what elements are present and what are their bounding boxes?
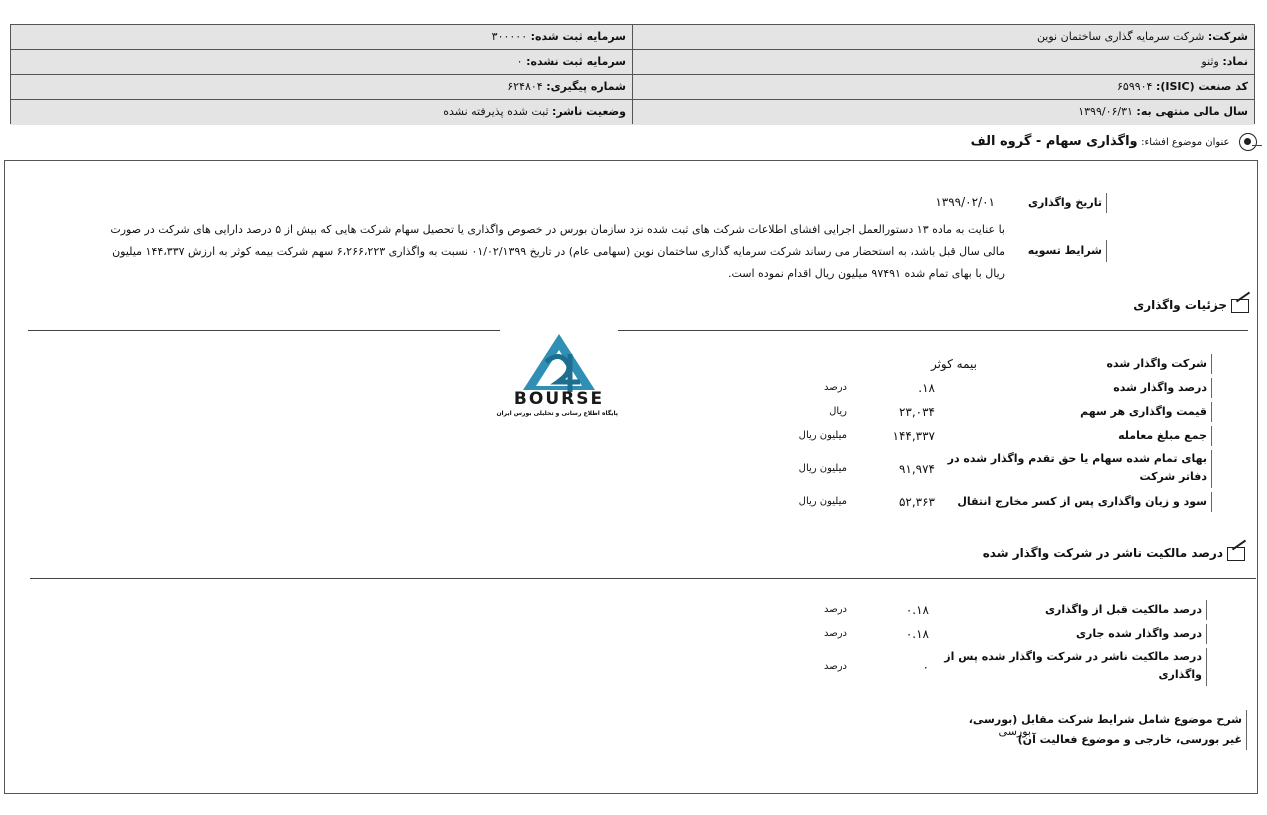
- status-value: ثبت شده پذیرفته نشده: [443, 105, 549, 118]
- detail-unit: ریال: [829, 406, 847, 417]
- status-label: وضعیت ناشر:: [552, 105, 626, 118]
- symbol-cell: [631, 50, 1254, 74]
- own-label-line: درصد مالکیت ناشر در شرکت واگذار شده پس از: [944, 650, 1202, 663]
- counterparty-label-line: شرح موضوع شامل شرایط شرکت مقابل (بورسی،: [968, 713, 1242, 726]
- target-icon: [1239, 133, 1257, 151]
- own-label: [979, 624, 1207, 644]
- own-value: ۰.۱۸: [905, 627, 929, 641]
- edit-icon: [1227, 547, 1245, 561]
- unregistered-capital-value: ۰: [516, 55, 523, 68]
- detail-value: ۱۴۴,۳۳۷: [892, 429, 935, 443]
- detail-label: [947, 450, 1212, 488]
- header-table: [10, 24, 1255, 124]
- own-label-line: درصد واگذار شده جاری: [1075, 627, 1202, 640]
- transfer-date-value: ۱۳۹۹/۰۲/۰۱: [935, 195, 995, 209]
- detail-label: [980, 426, 1212, 446]
- own-unit: درصد: [823, 604, 847, 615]
- subject-line: [971, 133, 1257, 151]
- tracking-label: شماره پیگیری:: [546, 80, 626, 93]
- subject-dash: [1252, 145, 1262, 146]
- status-cell: [11, 100, 633, 124]
- details-section-header: [1133, 298, 1249, 313]
- header-row: [11, 100, 1254, 125]
- own-value: ۰: [922, 660, 929, 674]
- detail-label-line: جمع مبلغ معامله: [1118, 429, 1207, 442]
- registered-capital-cell: [11, 25, 633, 49]
- details-title: جزئیات واگذاری: [1133, 298, 1227, 312]
- counterparty-label: [968, 710, 1247, 750]
- detail-unit: میلیون ریال: [798, 496, 847, 507]
- settlement-terms-line: ریال با بهای تمام شده ۹۷۴۹۱ میلیون ریال اقدام نموده است.: [727, 267, 1005, 280]
- detail-label-line: بهای تمام شده سهام یا حق تقدم واگذار شده در: [947, 452, 1207, 465]
- detail-label-line: سود و زیان واگذاری پس از کسر مخارج انتقال: [957, 495, 1207, 508]
- header-row: [11, 25, 1254, 50]
- divider: [28, 330, 500, 331]
- detail-label: [980, 354, 1212, 374]
- divider: [30, 578, 1256, 579]
- detail-label-line: دفاتر شرکت: [1139, 470, 1207, 483]
- tracking-value: ۶۲۴۸۰۴: [507, 80, 543, 93]
- own-label-line: درصد مالکیت قبل از واگذاری: [1044, 603, 1202, 616]
- detail-label: [957, 492, 1212, 512]
- detail-label-line: شرکت واگذار شده: [1106, 357, 1207, 370]
- own-label: [979, 600, 1207, 620]
- logo-caption: پایگاه اطلاع رسانی و تحلیلی بورس ایران: [496, 410, 618, 417]
- registered-capital-value: ۳۰۰۰۰۰: [491, 30, 528, 43]
- registered-capital-label: سرمایه ثبت شده:: [530, 30, 626, 43]
- settlement-terms-line: مالی سال قبل باشد، به استحضار می رساند شرکت سرمایه گذاری ساختمان نوین (سهامی عام) در تاریخ ۰۱/۰۲/۱۳۹۹ نسبت به واگذاری ۶،۲۶۶،۲۲۳ سهم شرکت بیمه کوثر به ارزش ۱۴۴،۳۳۷ میلیون: [112, 245, 1005, 258]
- bourse-logo: [496, 318, 618, 428]
- own-value: ۰.۱۸: [905, 603, 929, 617]
- transfer-date-label: تاریخ واگذاری: [1022, 193, 1107, 213]
- ownership-section-header: [983, 546, 1245, 561]
- symbol-value: وثنو: [1201, 55, 1219, 68]
- detail-value: ۲۳,۰۳۴: [898, 405, 935, 419]
- tracking-cell: [11, 75, 633, 99]
- detail-unit: درصد: [823, 382, 847, 393]
- isic-cell: [631, 75, 1254, 99]
- company-cell: [631, 25, 1254, 49]
- detail-value: بیمه کوثر: [930, 357, 977, 371]
- detail-value: ۱۸.: [918, 381, 935, 395]
- subject-title: واگذاری سهام - گروه الف: [970, 134, 1138, 149]
- symbol-label: نماد:: [1222, 55, 1248, 68]
- own-label: [944, 648, 1207, 686]
- settlement-terms-line: با عنایت به ماده ۱۳ دستورالعمل اجرایی افشای اطلاعات شرکت های ثبت شده نزد سازمان بورس در خصوص واگذاری یا تحصیل سهام شرکت هایی که بیش از ۵ درصد دارایی های شرکت در صورت: [110, 223, 1005, 236]
- detail-label-line: قیمت واگذاری هر سهم: [1080, 405, 1207, 418]
- header-row: [11, 50, 1254, 75]
- ownership-title: درصد مالکیت ناشر در شرکت واگذار شده: [982, 546, 1223, 560]
- isic-label: کد صنعت (ISIC):: [1155, 80, 1248, 93]
- unregistered-capital-cell: [11, 50, 633, 74]
- detail-unit: میلیون ریال: [798, 463, 847, 474]
- own-unit: درصد: [823, 661, 847, 672]
- detail-value: ۵۲,۳۶۳: [898, 495, 935, 509]
- company-label: شرکت:: [1207, 30, 1248, 43]
- counterparty-label-line: غیر بورسی، خارجی و موضوع فعالیت آن): [1017, 733, 1242, 746]
- unregistered-capital-label: سرمایه ثبت نشده:: [526, 55, 626, 68]
- detail-label: [980, 402, 1212, 422]
- own-label-line: واگذاری: [1158, 668, 1202, 681]
- isic-value: ۶۵۹۹۰۴: [1117, 80, 1153, 93]
- fiscal-label: سال مالی منتهی به:: [1136, 105, 1248, 118]
- detail-label-line: درصد واگذار شده: [1113, 381, 1207, 394]
- fiscal-value: ۱۳۹۹/۰۶/۳۱: [1078, 105, 1133, 118]
- own-unit: درصد: [823, 628, 847, 639]
- subject-label: عنوان موضوع افشاء:: [1141, 137, 1230, 148]
- fiscal-cell: [631, 100, 1254, 124]
- header-row: [11, 75, 1254, 100]
- settlement-terms-label: شرایط تسویه: [1022, 240, 1107, 262]
- divider: [618, 330, 1248, 331]
- edit-icon: [1231, 299, 1249, 313]
- company-value: شرکت سرمایه گذاری ساختمان نوین: [1036, 30, 1205, 43]
- logo-text: BOURSE: [513, 389, 605, 409]
- detail-value: ۹۱,۹۷۴: [898, 462, 935, 476]
- detail-unit: میلیون ریال: [798, 430, 847, 441]
- detail-label: [980, 378, 1212, 398]
- counterparty-value: بورسی: [998, 725, 1031, 738]
